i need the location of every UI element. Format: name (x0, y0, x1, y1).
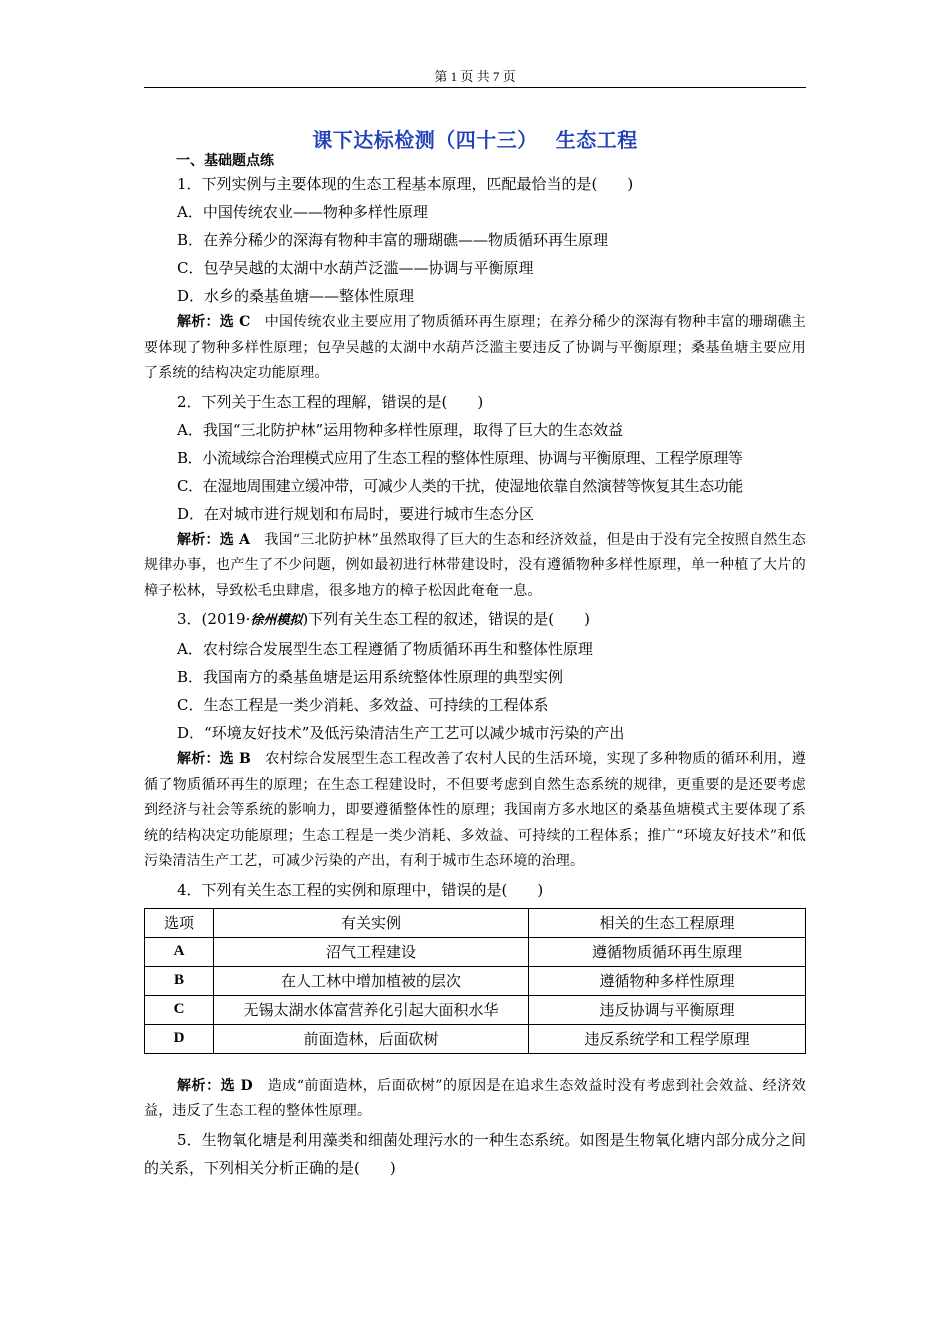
header-divider (144, 87, 806, 88)
table-header-row (145, 908, 806, 937)
question-4-table (144, 908, 806, 1054)
question-4-answer (144, 1074, 806, 1125)
document-title (144, 124, 806, 153)
answer-body: 造成“前面造林，后面砍树”的原因是在追求生态效益时没有考虑到社会效益、经济效益，违反了生态工程的整体性原理。 (144, 1077, 806, 1119)
answer-lead: 解析：选 D (177, 1077, 253, 1094)
question-1-option-c: C．包孕吴越的太湖中水葫芦泛滥——协调与平衡原理 (177, 259, 534, 277)
question-2-option-a: A．我国“三北防护林”运用物种多样性原理，取得了巨大的生态效益 (177, 420, 624, 439)
answer-lead: 解析：选 A (177, 531, 251, 548)
table-cell: 违反系统学和工程学原理 (529, 1024, 806, 1053)
question-2-option-d: D．在对城市进行规划和布局时，要进行城市生态分区 (177, 504, 535, 523)
title-main: 课下达标检测（四十三） (312, 128, 538, 152)
question-5-stem: 5．生物氧化塘是利用藻类和细菌处理污水的一种生态系统。如图是生物氧化塘内部分成分之间的关系，下列相关分析正确的是( ) (144, 1130, 806, 1177)
table-cell: 在人工林中增加植被的层次 (214, 966, 529, 995)
table-cell: 无锡太湖水体富营养化引起大面积水华 (214, 995, 529, 1024)
table-cell: 沼气工程建设 (214, 937, 529, 966)
question-3-option-b: B．我国南方的桑基鱼塘是运用系统整体性原理的典型实例 (177, 668, 564, 686)
answer-body: 我国“三北防护林”虽然取得了巨大的生态和经济效益，但是由于没有完全按照自然生态规律办事，也产生了不少问题，例如最初进行林带建设时，没有遵循物种多样性原理，单一种植了大片的樟子松林，导致松毛虫肆虐，很多地方的樟子松因此奄奄一息。 (144, 531, 807, 599)
question-3-stem (144, 605, 806, 635)
document-body (144, 170, 806, 1182)
table-cell: B (145, 966, 214, 995)
question-1-option-b: B．在养分稀少的深海有物种丰富的珊瑚礁——物质循环再生原理 (177, 231, 609, 249)
question-3-option-a: A．农村综合发展型生态工程遵循了物质循环再生和整体性原理 (177, 640, 593, 658)
source-tag: 徐州模拟 (250, 613, 303, 628)
table-cell: 遵循物质循环再生原理 (529, 937, 806, 966)
page-header: 第 1 页 共 7 页 (434, 69, 516, 84)
question-3-option-c: C．生态工程是一类少消耗、多效益、可持续的工程体系 (177, 696, 549, 714)
question-1-option-d: D．水乡的桑基鱼塘——整体性原理 (177, 287, 415, 305)
question-3-answer (144, 747, 806, 875)
answer-body: 农村综合发展型生态工程改善了农村人民的生活环境，实现了多种物质的循环利用，遵循了物质循环再生的原理；在生态工程建设时，不但要考虑到自然生态系统的规律，更重要的是还要考虑到经济与社会等系统的影响力，即要遵循整体性的原理；我国南方多水地区的桑基鱼塘模式主要体现了系统的结构决定功能原理；生态工程是一类少消耗、多效益、可持续的工程体系；推广“环境友好技术”和低污染清洁生产工艺，可减少污染的产出，有利于城市生态环境的治理。 (144, 751, 806, 869)
answer-body: 中国传统农业主要应用了物质循环再生原理；在养分稀少的深海有物种丰富的珊瑚礁主要体现了物种多样性原理；包孕吴越的太湖中水葫芦泛滥主要违反了协调与平衡原理；桑基鱼塘主要应用了系统的结构决定功能原理。 (144, 314, 806, 381)
question-2-option-b: B．小流域综合治理模式应用了生态工程的整体性原理、协调与平衡原理、工程学原理等 (177, 448, 743, 467)
table-cell: 遵循物种多样性原理 (529, 966, 806, 995)
question-1-answer (144, 310, 806, 387)
question-1-option-a: A．中国传统农业——物种多样性原理 (177, 203, 428, 221)
table-row (145, 1024, 806, 1053)
table-row (145, 995, 806, 1024)
stem-prefix: 3．(2019· (177, 610, 251, 628)
table-row (145, 937, 806, 966)
question-3-option-d: D．“环境友好技术”及低污染清洁生产工艺可以减少城市污染的产出 (177, 724, 625, 742)
table-header-cell: 选项 (145, 908, 214, 937)
table-cell: 前面造林，后面砍树 (214, 1024, 529, 1053)
question-2-stem: 2．下列关于生态工程的理解，错误的是( ) (177, 392, 484, 411)
table-cell: A (145, 937, 214, 966)
stem-suffix: )下列有关生态工程的叙述，错误的是( ) (302, 610, 590, 628)
table-cell: C (145, 995, 214, 1024)
table-cell: 违反协调与平衡原理 (529, 995, 806, 1024)
question-2-option-c: C．在湿地周围建立缓冲带，可减少人类的干扰，使湿地依靠自然演替等恢复其生态功能 (177, 476, 743, 495)
table-header-cell: 相关的生态工程原理 (529, 908, 806, 937)
title-sub: 生态工程 (555, 128, 638, 152)
question-1-stem: 1．下列实例与主要体现的生态工程基本原理，匹配最恰当的是( ) (177, 175, 634, 193)
question-2-answer (144, 528, 806, 605)
table-row (145, 966, 806, 995)
table-cell: D (145, 1024, 214, 1053)
table-header-cell: 有关实例 (214, 908, 529, 937)
answer-lead: 解析：选 C (177, 314, 251, 330)
question-4-stem: 4．下列有关生态工程的实例和原理中，错误的是( ) (177, 880, 544, 899)
section-heading: 一、基础题点练 (176, 153, 274, 169)
answer-lead: 解析：选 B (177, 751, 252, 767)
